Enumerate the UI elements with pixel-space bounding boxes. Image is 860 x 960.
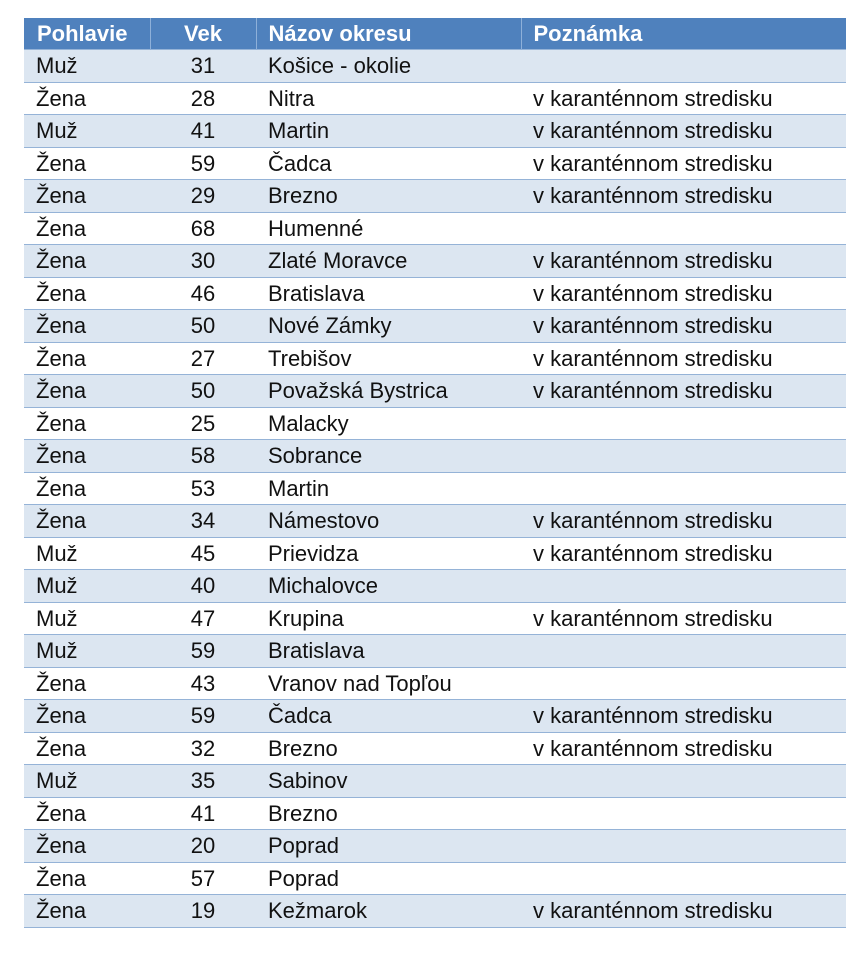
- cell-age: 20: [150, 830, 256, 863]
- cell-age: 47: [150, 602, 256, 635]
- cell-age: 41: [150, 115, 256, 148]
- cell-note: [521, 212, 846, 245]
- cell-gender: Žena: [24, 895, 150, 928]
- cell-district: Poprad: [256, 862, 521, 895]
- table-row: [24, 407, 846, 440]
- cell-age: 28: [150, 82, 256, 115]
- cell-district: Vranov nad Topľou: [256, 667, 521, 700]
- table-row: [24, 732, 846, 765]
- cell-note: [521, 667, 846, 700]
- table-row: [24, 115, 846, 148]
- cell-age: 27: [150, 342, 256, 375]
- cell-district: Humenné: [256, 212, 521, 245]
- cell-district: Bratislava: [256, 635, 521, 668]
- cell-district: Prievidza: [256, 537, 521, 570]
- cell-note: v karanténnom stredisku: [521, 82, 846, 115]
- cell-district: Brezno: [256, 180, 521, 213]
- cell-gender: Žena: [24, 310, 150, 343]
- cell-age: 34: [150, 505, 256, 538]
- cell-note: [521, 472, 846, 505]
- cell-district: Martin: [256, 115, 521, 148]
- cell-gender: Žena: [24, 700, 150, 733]
- column-header-district: Názov okresu: [256, 18, 521, 50]
- table-row: [24, 602, 846, 635]
- cases-table-container: [24, 18, 846, 928]
- table-row: [24, 342, 846, 375]
- cell-age: 31: [150, 50, 256, 83]
- cell-age: 30: [150, 245, 256, 278]
- cell-district: Trebišov: [256, 342, 521, 375]
- cell-age: 29: [150, 180, 256, 213]
- cell-age: 45: [150, 537, 256, 570]
- column-header-age: Vek: [150, 18, 256, 50]
- table-row: [24, 147, 846, 180]
- cell-gender: Žena: [24, 505, 150, 538]
- cell-gender: Žena: [24, 472, 150, 505]
- table-row: [24, 635, 846, 668]
- cell-note: [521, 440, 846, 473]
- cell-note: v karanténnom stredisku: [521, 115, 846, 148]
- cell-gender: Žena: [24, 830, 150, 863]
- table-row: [24, 765, 846, 798]
- cell-age: 58: [150, 440, 256, 473]
- cell-age: 41: [150, 797, 256, 830]
- cell-age: 59: [150, 635, 256, 668]
- table-row: [24, 180, 846, 213]
- cell-district: Sobrance: [256, 440, 521, 473]
- cell-gender: Žena: [24, 82, 150, 115]
- cell-age: 40: [150, 570, 256, 603]
- cell-age: 25: [150, 407, 256, 440]
- cell-age: 68: [150, 212, 256, 245]
- cell-note: v karanténnom stredisku: [521, 602, 846, 635]
- cell-age: 50: [150, 310, 256, 343]
- cell-note: v karanténnom stredisku: [521, 277, 846, 310]
- table-row: [24, 82, 846, 115]
- cell-district: Brezno: [256, 797, 521, 830]
- cell-gender: Žena: [24, 180, 150, 213]
- cell-note: [521, 830, 846, 863]
- table-row: [24, 50, 846, 83]
- table-header: [24, 18, 846, 50]
- cell-gender: Žena: [24, 862, 150, 895]
- cell-note: v karanténnom stredisku: [521, 505, 846, 538]
- cell-note: v karanténnom stredisku: [521, 245, 846, 278]
- table-row: [24, 375, 846, 408]
- cell-note: v karanténnom stredisku: [521, 895, 846, 928]
- table-row: [24, 310, 846, 343]
- cell-gender: Muž: [24, 115, 150, 148]
- cell-note: v karanténnom stredisku: [521, 147, 846, 180]
- cell-district: Nitra: [256, 82, 521, 115]
- cell-note: [521, 862, 846, 895]
- cell-gender: Žena: [24, 440, 150, 473]
- cell-age: 59: [150, 700, 256, 733]
- cell-age: 43: [150, 667, 256, 700]
- cell-district: Sabinov: [256, 765, 521, 798]
- cell-district: Čadca: [256, 700, 521, 733]
- cell-district: Čadca: [256, 147, 521, 180]
- header-row: [24, 18, 846, 50]
- cell-note: [521, 797, 846, 830]
- cell-note: [521, 765, 846, 798]
- cell-note: v karanténnom stredisku: [521, 732, 846, 765]
- cell-note: v karanténnom stredisku: [521, 342, 846, 375]
- table-row: [24, 277, 846, 310]
- table-row: [24, 245, 846, 278]
- cell-district: Nové Zámky: [256, 310, 521, 343]
- table-row: [24, 440, 846, 473]
- table-body: [24, 50, 846, 928]
- cell-gender: Muž: [24, 50, 150, 83]
- cell-gender: Žena: [24, 212, 150, 245]
- table-row: [24, 797, 846, 830]
- table-row: [24, 212, 846, 245]
- cell-gender: Žena: [24, 407, 150, 440]
- cell-note: [521, 635, 846, 668]
- cell-district: Kežmarok: [256, 895, 521, 928]
- table-row: [24, 505, 846, 538]
- cell-district: Zlaté Moravce: [256, 245, 521, 278]
- cell-gender: Muž: [24, 537, 150, 570]
- cell-district: Krupina: [256, 602, 521, 635]
- cell-gender: Žena: [24, 667, 150, 700]
- cell-note: v karanténnom stredisku: [521, 537, 846, 570]
- column-header-gender: Pohlavie: [24, 18, 150, 50]
- cell-gender: Žena: [24, 147, 150, 180]
- cases-table: [24, 18, 846, 928]
- table-row: [24, 862, 846, 895]
- cell-note: v karanténnom stredisku: [521, 180, 846, 213]
- cell-note: v karanténnom stredisku: [521, 700, 846, 733]
- cell-age: 59: [150, 147, 256, 180]
- cell-note: [521, 570, 846, 603]
- cell-age: 35: [150, 765, 256, 798]
- cell-district: Michalovce: [256, 570, 521, 603]
- cell-age: 50: [150, 375, 256, 408]
- table-row: [24, 830, 846, 863]
- column-header-note: Poznámka: [521, 18, 846, 50]
- cell-gender: Muž: [24, 635, 150, 668]
- cell-age: 46: [150, 277, 256, 310]
- table-row: [24, 700, 846, 733]
- cell-note: [521, 407, 846, 440]
- cell-gender: Muž: [24, 602, 150, 635]
- cell-gender: Žena: [24, 277, 150, 310]
- cell-gender: Muž: [24, 765, 150, 798]
- cell-note: v karanténnom stredisku: [521, 310, 846, 343]
- table-row: [24, 667, 846, 700]
- cell-district: Poprad: [256, 830, 521, 863]
- table-row: [24, 537, 846, 570]
- cell-gender: Žena: [24, 375, 150, 408]
- cell-district: Martin: [256, 472, 521, 505]
- table-row: [24, 570, 846, 603]
- table-row: [24, 472, 846, 505]
- cell-age: 19: [150, 895, 256, 928]
- cell-age: 53: [150, 472, 256, 505]
- cell-gender: Žena: [24, 797, 150, 830]
- cell-district: Námestovo: [256, 505, 521, 538]
- cell-gender: Žena: [24, 245, 150, 278]
- cell-district: Košice - okolie: [256, 50, 521, 83]
- cell-age: 57: [150, 862, 256, 895]
- cell-note: [521, 50, 846, 83]
- table-row: [24, 895, 846, 928]
- cell-age: 32: [150, 732, 256, 765]
- cell-district: Brezno: [256, 732, 521, 765]
- cell-gender: Žena: [24, 342, 150, 375]
- cell-district: Bratislava: [256, 277, 521, 310]
- cell-gender: Muž: [24, 570, 150, 603]
- cell-district: Malacky: [256, 407, 521, 440]
- cell-note: v karanténnom stredisku: [521, 375, 846, 408]
- cell-district: Považská Bystrica: [256, 375, 521, 408]
- cell-gender: Žena: [24, 732, 150, 765]
